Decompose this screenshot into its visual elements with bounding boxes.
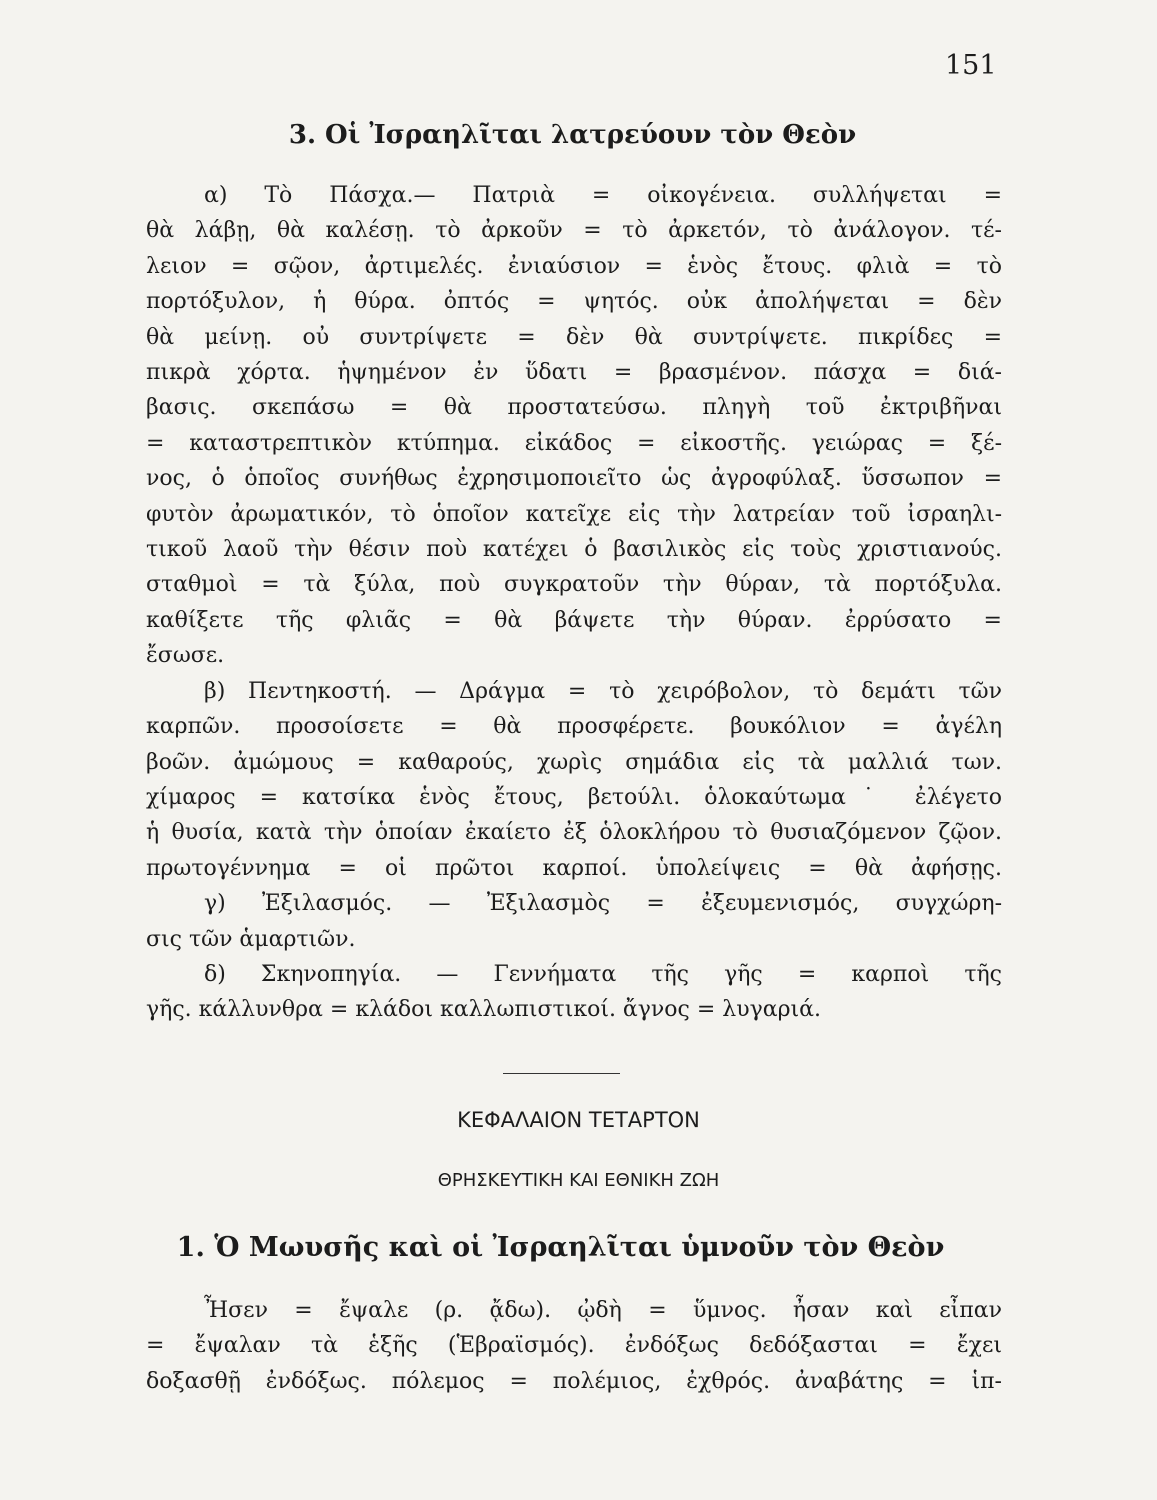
text-line: = καταστρεπτικὸν κτύπημα. εἰκάδος = εἰκοστῆς. γειώρας = ξέ- bbox=[146, 430, 1002, 456]
text-line: ἡ θυσία, κατὰ τὴν ὁποίαν ἐκαίετο ἐξ ὁλοκλήρου τὸ θυσιαζόμενον ζῷον. bbox=[146, 820, 1002, 846]
chapter-heading: ΚΕΦΑΛΑΙΟΝ ΤΕΤΑΡΤΟΝ bbox=[457, 1108, 700, 1132]
text-line: πικρὰ χόρτα. ἡψημένον ἐν ὕδατι = βρασμένον. πάσχα = διά- bbox=[146, 360, 1002, 386]
page-number: 151 bbox=[945, 50, 997, 81]
text-line: πορτόξυλον, ἡ θύρα. ὀπτός = ψητός. οὐκ ἀπολήψεται = δὲν bbox=[146, 289, 1002, 315]
section-title: 3. Οἱ Ἰσραηλῖται λατρεύουν τὸν Θεὸν bbox=[288, 120, 857, 150]
text-line: τικοῦ λαοῦ τὴν θέσιν ποὺ κατέχει ὁ βασιλικὸς εἰς τοὺς χριστιανούς. bbox=[146, 537, 1002, 563]
text-line: = ἔψαλαν τὰ ἑξῆς (Ἑβραϊσμός). ἐνδόξως δεδόξασται = ἔχει bbox=[146, 1333, 1002, 1359]
text-line: γ) Ἐξιλασμός. — Ἐξιλασμὸς = ἐξευμενισμός, συγχώρη- bbox=[204, 891, 1002, 917]
text-line: θὰ λάβῃ, θὰ καλέσῃ. τὸ ἀρκοῦν = τὸ ἀρκετόν, τὸ ἀνάλογον. τέ- bbox=[146, 218, 1002, 244]
glossary-section-1 bbox=[146, 1293, 1002, 1399]
text-line: φυτὸν ἀρωματικόν, τὸ ὁποῖον κατεῖχε εἰς τὴν λατρείαν τοῦ ἰσραηλι- bbox=[146, 501, 1002, 527]
text-line: πρωτογέννημα = οἱ πρῶτοι καρποί. ὑπολείψεις = θὰ ἀφήσῃς. bbox=[146, 855, 1002, 881]
text-line: νος, ὁ ὁποῖος συνήθως ἐχρησιμοποιεῖτο ὡς ἀγροφύλαξ. ὕσσωπον = bbox=[146, 466, 1002, 492]
text-line: ἔσωσε. bbox=[146, 643, 225, 669]
text-line: καρπῶν. προσοίσετε = θὰ προσφέρετε. βουκόλιον = ἀγέλη bbox=[146, 714, 1002, 740]
text-line: καθίξετε τῆς φλιᾶς = θὰ βάψετε τὴν θύραν. ἐρρύσατο = bbox=[146, 607, 1002, 633]
text-line: θὰ μείνῃ. οὐ συντρίψετε = δὲν θὰ συντρίψετε. πικρίδες = bbox=[146, 324, 1002, 350]
text-line: χίμαρος = κατσίκα ἑνὸς ἔτους, βετούλι. ὁλοκαύτωμα˙ ἐλέγετο bbox=[146, 784, 1002, 810]
text-line: σις τῶν ἁμαρτιῶν. bbox=[146, 926, 356, 952]
text-line: Ἦσεν = ἔψαλε (ρ. ᾄδω). ᾠδὴ = ὕμνος. ἦσαν καὶ εἶπαν bbox=[204, 1298, 1002, 1323]
text-line: α) Τὸ Πάσχα.— Πατριὰ = οἰκογένεια. συλλήψεται = bbox=[204, 183, 1002, 208]
text-line: δ) Σκηνοπηγία. — Γεννήματα τῆς γῆς = καρποὶ τῆς bbox=[204, 961, 1002, 987]
divider-rule bbox=[503, 1073, 620, 1074]
text-line: βοῶν. ἀμώμους = καθαρούς, χωρὶς σημάδια εἰς τὰ μαλλιά των. bbox=[146, 749, 1002, 775]
glossary-section-3 bbox=[146, 178, 1002, 1028]
text-line: βασις. σκεπάσω = θὰ προστατεύσω. πληγὴ τοῦ ἐκτριβῆναι bbox=[146, 395, 1002, 421]
section-title: 1. Ὁ Μωυσῆς καὶ οἱ Ἰσραηλῖται ὑμνοῦν τὸν Θεὸν bbox=[176, 1232, 945, 1263]
text-line: δοξασθῇ ἐνδόξως. πόλεμος = πολέμιος, ἐχθρός. ἀναβάτης = ἱπ- bbox=[146, 1368, 1002, 1394]
text-line: λειον = σῷον, ἀρτιμελές. ἐνιαύσιον = ἑνὸς ἔτους. φλιὰ = τὸ bbox=[146, 253, 1002, 279]
text-line: σταθμοὶ = τὰ ξύλα, ποὺ συγκρατοῦν τὴν θύραν, τὰ πορτόξυλα. bbox=[146, 572, 1002, 598]
text-line: β) Πεντηκοστή. — Δράγμα = τὸ χειρόβολον, τὸ δεμάτι τῶν bbox=[204, 678, 1002, 704]
text-line: γῆς. κάλλυνθρα = κλάδοι καλλωπιστικοί. ἄγνος = λυγαριά. bbox=[146, 997, 822, 1023]
chapter-subtitle: ΘΡΗΣΚΕΥΤΙΚΗ ΚΑΙ ΕΘΝΙΚΗ ΖΩΗ bbox=[437, 1170, 720, 1191]
